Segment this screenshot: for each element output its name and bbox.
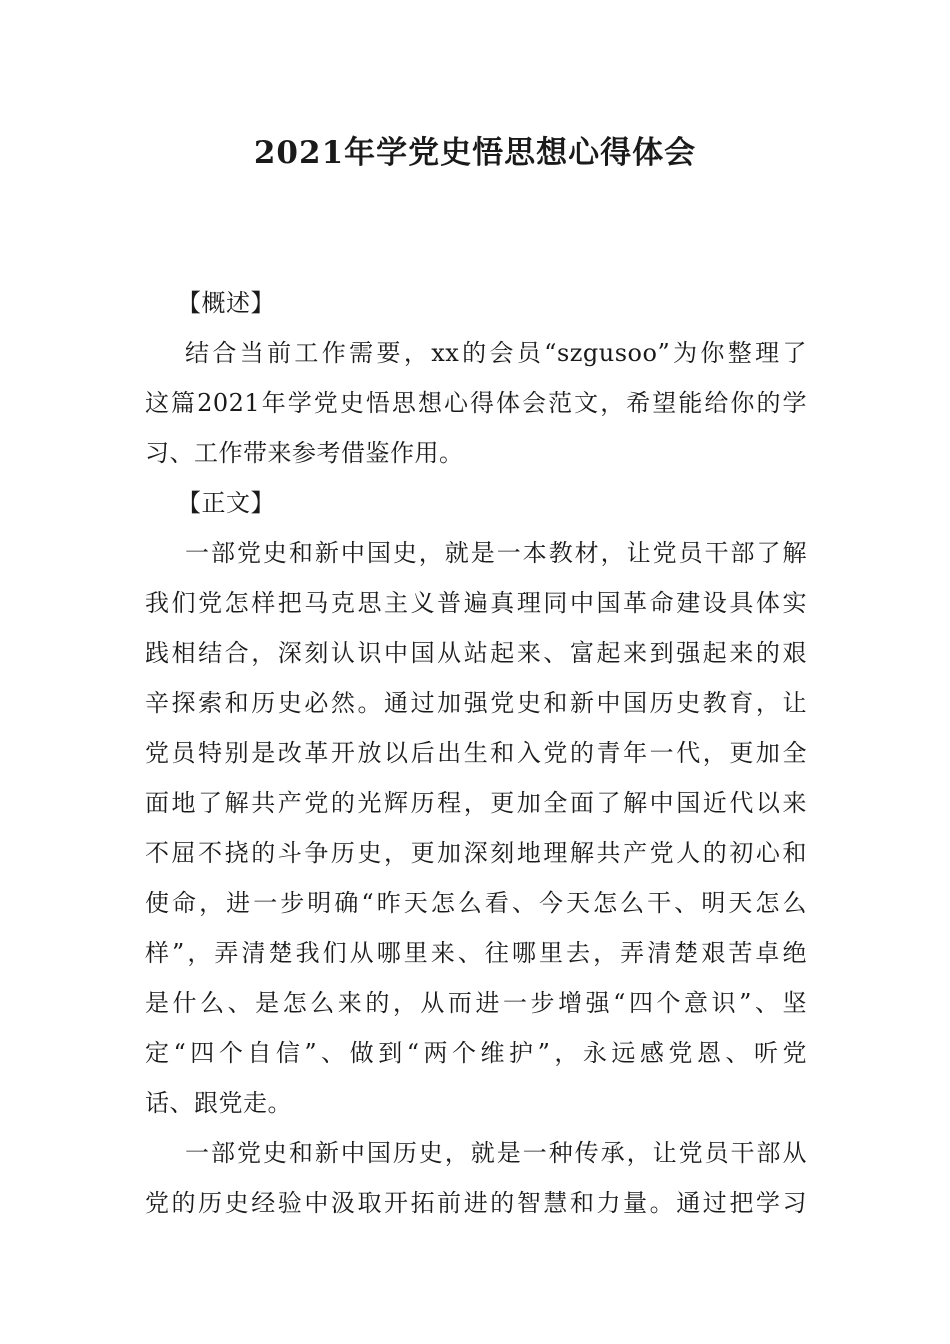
- paragraph-line: 是什么、是怎么来的，从而进一步增强“四个意识”、坚: [145, 989, 807, 1017]
- paragraph-line: 党员特别是改革开放以后出生和入党的青年一代，更加全: [145, 739, 807, 767]
- paragraph-line: 样”，弄清楚我们从哪里来、往哪里去，弄清楚艰苦卓绝: [145, 939, 807, 967]
- paragraph-line: 面地了解共产党的光辉历程，更加全面了解中国近代以来: [145, 789, 807, 817]
- section-heading-body: 【正文】: [177, 489, 275, 517]
- section-heading-overview: 【概述】: [177, 289, 275, 317]
- document-body: [145, 278, 807, 1228]
- paragraph-line: 结合当前工作需要，xx的会员“szgusoo”为你整理了: [185, 339, 807, 367]
- paragraph-line: 践相结合，深刻认识中国从站起来、富起来到强起来的艰: [145, 639, 807, 667]
- document-title: 2021年学党史悟思想心得体会: [253, 135, 697, 171]
- paragraph-line: 辛探索和历史必然。通过加强党史和新中国历史教育，让: [145, 689, 807, 717]
- paragraph-line: 一部党史和新中国史，就是一本教材，让党员干部了解: [185, 539, 807, 567]
- paragraph-line: 一部党史和新中国历史，就是一种传承，让党员干部从: [185, 1139, 807, 1167]
- paragraph-line: 定“四个自信”、做到“两个维护”，永远感党恩、听党: [145, 1039, 807, 1067]
- paragraph-line: 话、跟党走。: [145, 1089, 292, 1117]
- paragraph-line: 使命，进一步明确“昨天怎么看、今天怎么干、明天怎么: [145, 889, 807, 917]
- paragraph-line: 习、工作带来参考借鉴作用。: [145, 439, 464, 467]
- paragraph-line: 不屈不挠的斗争历史，更加深刻地理解共产党人的初心和: [145, 839, 807, 867]
- paragraph-line: 党的历史经验中汲取开拓前进的智慧和力量。通过把学习: [145, 1189, 807, 1217]
- paragraph-line: 我们党怎样把马克思主义普遍真理同中国革命建设具体实: [145, 589, 807, 617]
- paragraph-line: 这篇2021年学党史悟思想心得体会范文，希望能给你的学: [145, 389, 807, 417]
